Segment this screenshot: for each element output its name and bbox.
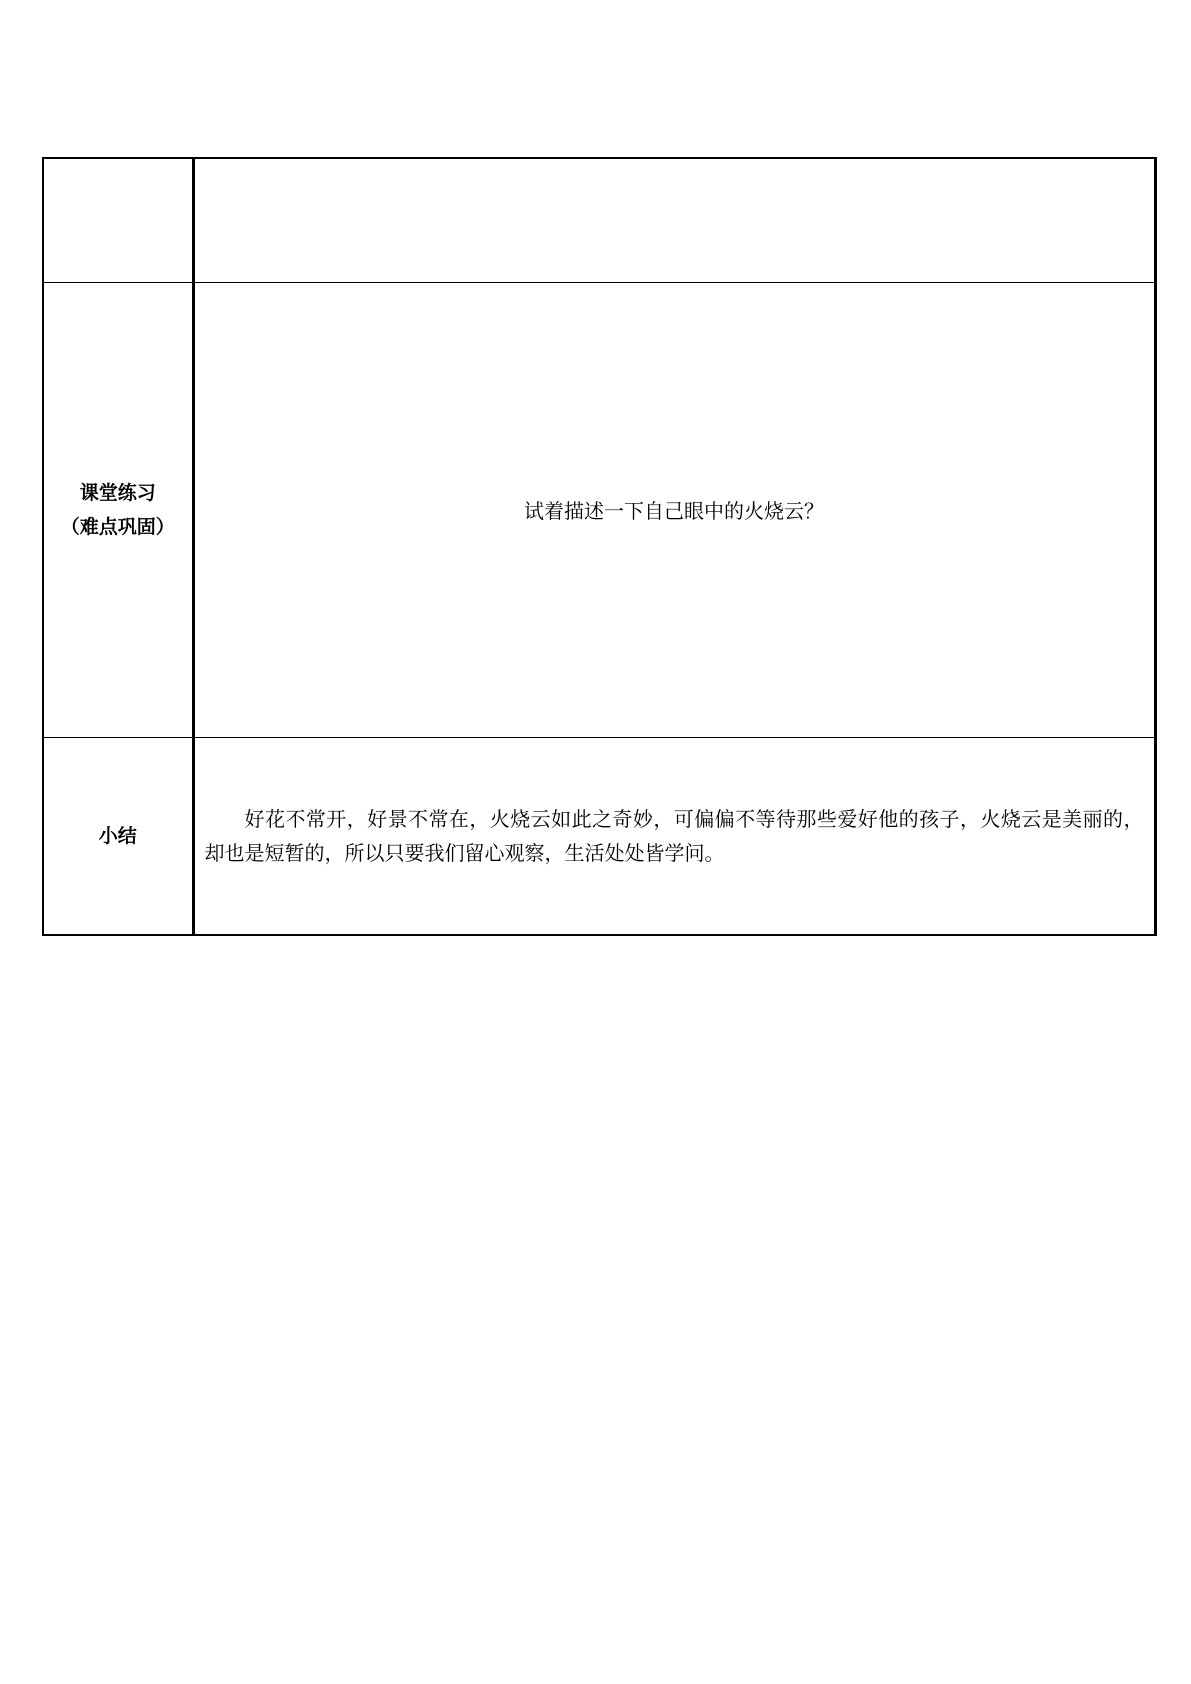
row-label-summary: 小结: [43, 737, 193, 935]
label-line-2: （难点巩固）: [60, 515, 175, 538]
row-label-empty: [43, 158, 193, 282]
row-content-empty: [193, 158, 1155, 282]
table-row: [43, 282, 1155, 737]
practice-question: 试着描述一下自己眼中的火烧云？: [193, 282, 1155, 737]
lesson-plan-table: [42, 157, 1157, 936]
row-label-classroom-practice: [43, 282, 193, 737]
table-row: [43, 737, 1155, 935]
table-row: [43, 158, 1155, 282]
label-line-1: 课堂练习: [79, 481, 156, 504]
summary-paragraph: 好花不常开，好景不常在，火烧云如此之奇妙，可偏偏不等待那些爱好他的孩子，火烧云是美丽的，却也是短暂的，所以只要我们留心观察，生活处处皆学问。: [193, 737, 1155, 935]
